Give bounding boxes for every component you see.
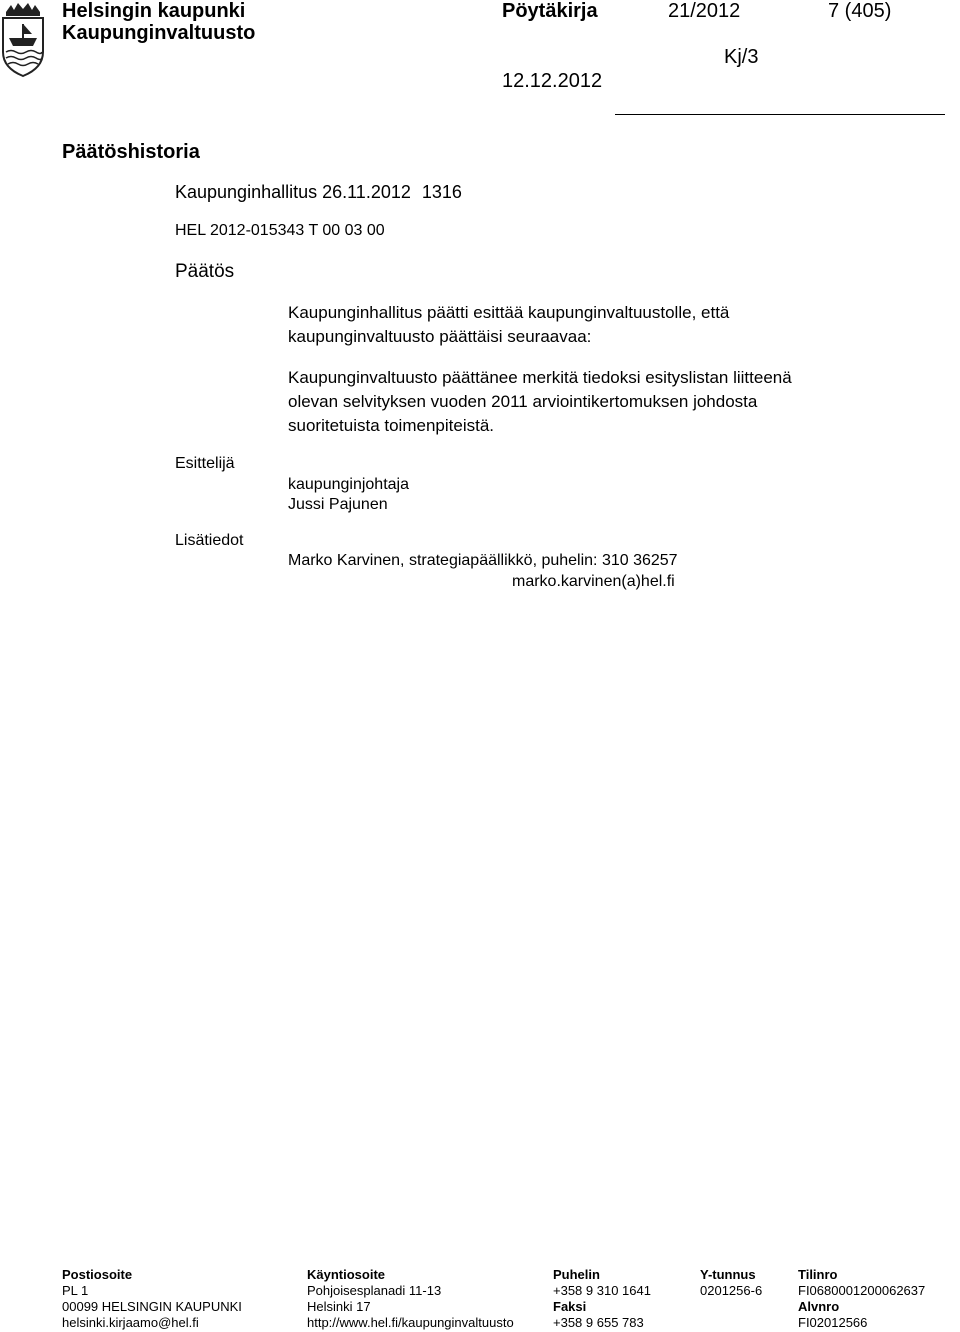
footer-business-id bbox=[700, 1267, 762, 1299]
history-meeting-line bbox=[175, 182, 462, 203]
footer-visit-line: Helsinki 17 bbox=[307, 1299, 371, 1314]
decision-intro-line: Kaupunginhallitus päätti esittää kaupunginvaltuustolle, että bbox=[288, 303, 730, 322]
header-body: Kaupunginvaltuusto bbox=[62, 22, 256, 44]
footer-fax-heading: Faksi bbox=[553, 1299, 587, 1314]
header-page: 7 (405) bbox=[828, 0, 892, 22]
decision-proposal bbox=[288, 366, 792, 438]
footer-vat-value: FI02012566 bbox=[798, 1315, 868, 1330]
presenter-label: Esittelijä bbox=[175, 455, 235, 472]
footer-account-value: FI0680001200062637 bbox=[798, 1283, 926, 1298]
decision-intro-line: kaupunginvaltuusto päättäisi seuraavaa: bbox=[288, 327, 592, 346]
footer-business-id-value: 0201256-6 bbox=[700, 1283, 763, 1298]
footer-account bbox=[798, 1267, 925, 1331]
header-city: Helsingin kaupunki bbox=[62, 0, 246, 22]
footer-visit bbox=[307, 1267, 514, 1331]
header-date: 12.12.2012 bbox=[502, 70, 603, 92]
info-email: marko.karvinen(a)hel.fi bbox=[512, 573, 675, 590]
footer-postal-line: PL 1 bbox=[62, 1283, 89, 1298]
decision-proposal-line: olevan selvityksen vuoden 2011 arviointikertomuksen johdosta bbox=[288, 392, 758, 411]
footer-visit-heading: Käyntiosoite bbox=[307, 1267, 386, 1282]
info-label: Lisätiedot bbox=[175, 532, 244, 549]
header-doc-type: Pöytäkirja bbox=[502, 0, 598, 22]
footer-visit-line: Pohjoisesplanadi 11-13 bbox=[307, 1283, 442, 1298]
footer-business-id-heading: Y-tunnus bbox=[700, 1267, 756, 1282]
decision-label: Päätös bbox=[175, 261, 235, 282]
decision-intro bbox=[288, 301, 729, 349]
history-case-id: HEL 2012-015343 T 00 03 00 bbox=[175, 222, 385, 239]
header-doc-number: 21/2012 bbox=[668, 0, 741, 22]
info-contact: Marko Karvinen, strategiapäällikkö, puhelin: 310 36257 bbox=[288, 552, 678, 569]
footer-phone-number: +358 9 310 1641 bbox=[553, 1283, 651, 1298]
history-item-number: 1316 bbox=[421, 182, 462, 202]
header-rule bbox=[615, 114, 945, 115]
section-title: Päätöshistoria bbox=[62, 141, 200, 163]
decision-proposal-line: Kaupunginvaltuusto päättänee merkitä tiedoksi esityslistan liitteenä bbox=[288, 368, 792, 387]
presenter-name: Jussi Pajunen bbox=[288, 496, 388, 513]
footer-phone bbox=[553, 1267, 651, 1331]
footer-postal-email: helsinki.kirjaamo@hel.fi bbox=[62, 1315, 199, 1330]
decision-proposal-line: suoritetuista toimenpiteistä. bbox=[288, 416, 494, 435]
footer-visit-url: http://www.hel.fi/kaupunginvaltuusto bbox=[307, 1315, 514, 1330]
footer-vat-heading: Alvnro bbox=[798, 1299, 840, 1314]
footer-postal-heading: Postiosoite bbox=[62, 1267, 133, 1282]
helsinki-crest-logo bbox=[0, 0, 46, 78]
presenter-block bbox=[288, 475, 409, 515]
footer-fax-number: +358 9 655 783 bbox=[553, 1315, 644, 1330]
footer-phone-heading: Puhelin bbox=[553, 1267, 600, 1282]
history-meeting: Kaupunginhallitus 26.11.2012 bbox=[175, 182, 411, 202]
footer-postal-line: 00099 HELSINGIN KAUPUNKI bbox=[62, 1299, 242, 1314]
footer-postal bbox=[62, 1267, 242, 1331]
presenter-title: kaupunginjohtaja bbox=[288, 476, 409, 493]
footer-account-heading: Tilinro bbox=[798, 1267, 838, 1282]
header-ref: Kj/3 bbox=[724, 46, 759, 68]
